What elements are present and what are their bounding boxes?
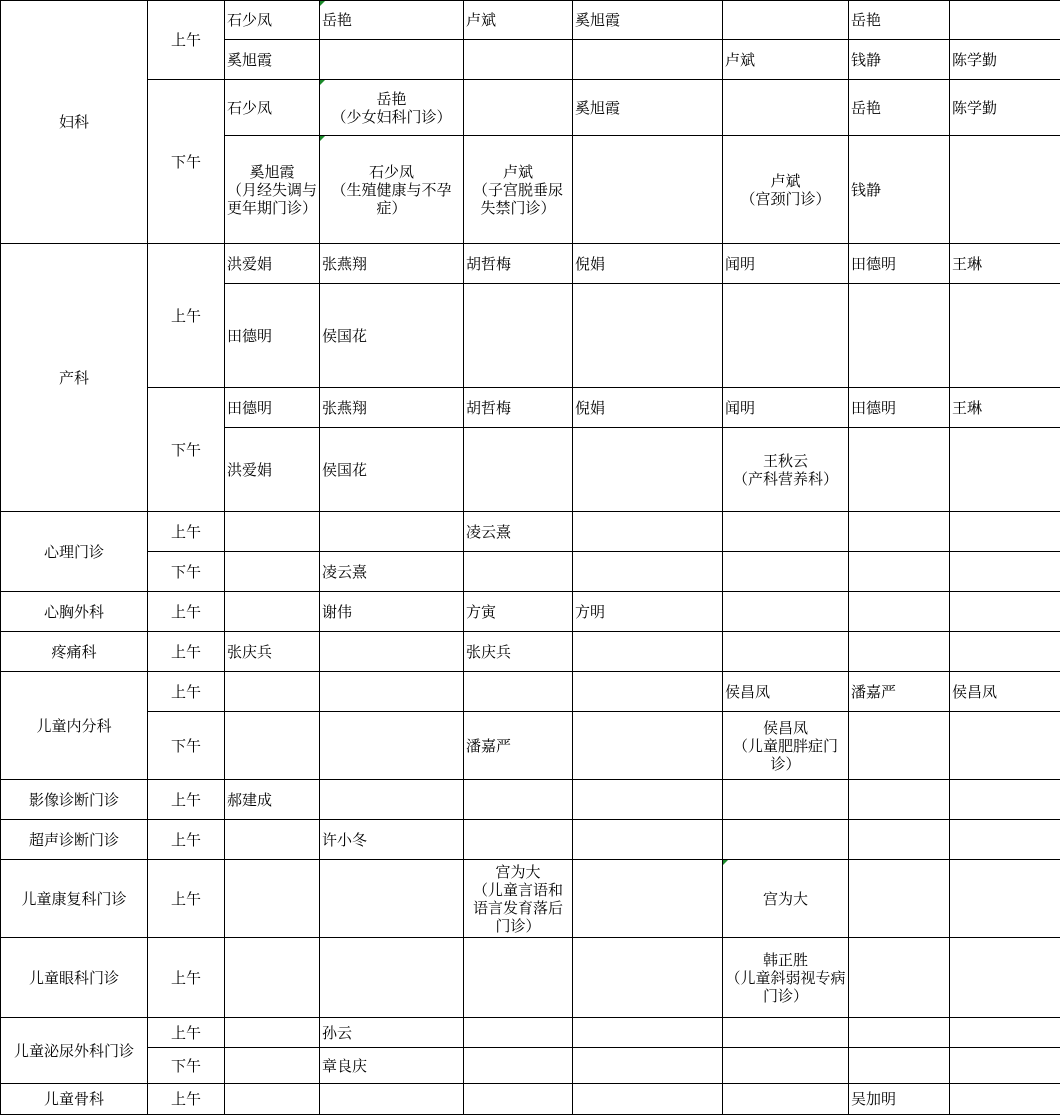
dept-pediatric-rehab: 儿童康复科门诊 <box>1 860 148 938</box>
period-pm: 下午 <box>148 388 225 512</box>
doctor-cell <box>950 1048 1060 1084</box>
clinic-specialty: （儿童言语和语言发育落后门诊） <box>472 880 563 935</box>
period-pm: 下午 <box>148 552 225 592</box>
table-row <box>1 592 1060 632</box>
table-row <box>1 552 1060 592</box>
doctor-cell <box>723 592 849 632</box>
doctor-cell <box>464 938 573 1018</box>
doctor-name: 侯昌凤 <box>762 718 808 737</box>
doctor-name: 奚旭霞 <box>249 162 295 181</box>
doctor-cell <box>723 1018 849 1048</box>
doctor-cell <box>320 512 464 552</box>
doctor-cell <box>464 40 573 80</box>
doctor-cell: 胡哲梅 <box>464 244 573 284</box>
doctor-cell <box>464 80 573 136</box>
doctor-cell <box>849 712 950 780</box>
doctor-cell: 陈学勤 <box>950 80 1060 136</box>
period-am: 上午 <box>148 1084 225 1115</box>
doctor-cell <box>573 632 723 672</box>
doctor-cell <box>573 672 723 712</box>
doctor-cell: 闻明 <box>723 388 849 428</box>
doctor-cell <box>464 780 573 820</box>
dept-psychology: 心理门诊 <box>1 512 148 592</box>
dept-cardiothoracic: 心胸外科 <box>1 592 148 632</box>
doctor-cell: 奚旭霞 <box>573 80 723 136</box>
doctor-cell <box>225 592 320 632</box>
period-am: 上午 <box>148 632 225 672</box>
dept-pediatric-ophthalmology: 儿童眼科门诊 <box>1 938 148 1018</box>
doctor-cell: 田德明 <box>225 388 320 428</box>
doctor-cell <box>225 938 320 1018</box>
doctor-cell: 许小冬 <box>320 820 464 860</box>
doctor-cell <box>573 136 723 244</box>
table-row <box>1 780 1060 820</box>
doctor-cell: 张庆兵 <box>464 632 573 672</box>
period-am: 上午 <box>148 1 225 80</box>
doctor-cell: 侯昌凤 <box>950 672 1060 712</box>
doctor-cell <box>573 860 723 938</box>
dept-ultrasound: 超声诊断门诊 <box>1 820 148 860</box>
doctor-cell <box>950 1084 1060 1115</box>
clinic-specialty: （生殖健康与不孕症） <box>331 180 452 217</box>
doctor-cell <box>950 860 1060 938</box>
doctor-cell: 石少凤 <box>225 80 320 136</box>
doctor-cell <box>464 552 573 592</box>
doctor-cell-specialty <box>225 136 320 244</box>
clinic-specialty: （产科营养科） <box>732 469 838 488</box>
doctor-cell <box>950 284 1060 388</box>
doctor-cell <box>573 552 723 592</box>
doctor-cell: 石少凤 <box>225 1 320 40</box>
doctor-cell-specialty <box>723 428 849 512</box>
table-row <box>1 672 1060 712</box>
doctor-cell-specialty <box>320 80 464 136</box>
doctor-cell <box>950 428 1060 512</box>
doctor-cell <box>573 428 723 512</box>
doctor-cell: 张燕翔 <box>320 388 464 428</box>
doctor-name: 王秋云 <box>762 451 808 470</box>
clinic-specialty: （子宫脱垂尿失禁门诊） <box>472 180 563 217</box>
doctor-cell: 倪娟 <box>573 388 723 428</box>
table-row <box>1 712 1060 780</box>
doctor-cell: 宫为大 <box>723 860 849 938</box>
doctor-cell: 吴加明 <box>849 1084 950 1115</box>
doctor-cell: 钱静 <box>849 40 950 80</box>
period-am: 上午 <box>148 1018 225 1048</box>
doctor-cell-specialty <box>723 712 849 780</box>
doctor-cell <box>573 284 723 388</box>
table-row <box>1 80 1060 136</box>
period-am: 上午 <box>148 820 225 860</box>
dept-gynecology: 妇科 <box>1 1 148 244</box>
doctor-cell <box>573 938 723 1018</box>
doctor-cell <box>723 780 849 820</box>
doctor-cell <box>950 552 1060 592</box>
doctor-cell <box>950 780 1060 820</box>
doctor-cell <box>573 1048 723 1084</box>
doctor-cell: 张燕翔 <box>320 244 464 284</box>
doctor-cell <box>573 1018 723 1048</box>
doctor-cell <box>464 1048 573 1084</box>
doctor-cell: 洪爱娟 <box>225 428 320 512</box>
doctor-cell <box>950 820 1060 860</box>
doctor-cell <box>573 712 723 780</box>
doctor-cell: 侯国花 <box>320 428 464 512</box>
doctor-cell: 岳艳 <box>849 1 950 40</box>
doctor-cell <box>723 820 849 860</box>
table-row <box>1 860 1060 938</box>
doctor-cell <box>723 632 849 672</box>
clinic-specialty: （儿童肥胖症门诊） <box>732 736 838 773</box>
clinic-specialty: （少女妇科门诊） <box>331 107 452 126</box>
doctor-cell: 王琳 <box>950 244 1060 284</box>
doctor-cell <box>849 938 950 1018</box>
clinic-specialty: （宫颈门诊） <box>740 189 831 208</box>
table-row <box>1 632 1060 672</box>
doctor-cell: 凌云熹 <box>320 552 464 592</box>
doctor-cell: 田德明 <box>849 388 950 428</box>
doctor-cell <box>950 712 1060 780</box>
doctor-cell <box>573 40 723 80</box>
dept-obstetrics: 产科 <box>1 244 148 512</box>
period-pm: 下午 <box>148 80 225 244</box>
period-am: 上午 <box>148 672 225 712</box>
period-am: 上午 <box>148 592 225 632</box>
clinic-specialty: （月经失调与更年期门诊） <box>227 180 318 217</box>
doctor-cell <box>950 632 1060 672</box>
period-am: 上午 <box>148 244 225 388</box>
table-row <box>1 388 1060 428</box>
doctor-cell <box>320 632 464 672</box>
doctor-cell <box>573 780 723 820</box>
doctor-cell: 闻明 <box>723 244 849 284</box>
doctor-cell <box>225 512 320 552</box>
doctor-cell <box>849 428 950 512</box>
doctor-cell <box>849 780 950 820</box>
doctor-cell <box>320 1084 464 1115</box>
table-row <box>1 244 1060 284</box>
dept-pain: 疼痛科 <box>1 632 148 672</box>
doctor-cell <box>950 1 1060 40</box>
doctor-cell: 郝建成 <box>225 780 320 820</box>
doctor-cell: 章良庆 <box>320 1048 464 1084</box>
doctor-cell <box>849 592 950 632</box>
doctor-cell-specialty <box>464 136 573 244</box>
table-row <box>1 512 1060 552</box>
doctor-cell <box>225 1048 320 1084</box>
period-am: 上午 <box>148 938 225 1018</box>
table-row <box>1 820 1060 860</box>
doctor-cell <box>849 284 950 388</box>
doctor-cell: 潘嘉严 <box>464 712 573 780</box>
doctor-cell: 凌云熹 <box>464 512 573 552</box>
doctor-cell: 田德明 <box>849 244 950 284</box>
doctor-cell: 胡哲梅 <box>464 388 573 428</box>
period-pm: 下午 <box>148 1048 225 1084</box>
dept-pediatric-endocrinology: 儿童内分科 <box>1 672 148 780</box>
doctor-cell: 孙云 <box>320 1018 464 1048</box>
doctor-cell <box>723 1048 849 1084</box>
doctor-name: 岳艳 <box>376 89 407 108</box>
period-am: 上午 <box>148 780 225 820</box>
doctor-cell <box>320 712 464 780</box>
doctor-cell <box>573 820 723 860</box>
doctor-cell <box>320 780 464 820</box>
doctor-cell: 方明 <box>573 592 723 632</box>
doctor-cell <box>849 552 950 592</box>
doctor-cell <box>849 860 950 938</box>
doctor-cell <box>950 592 1060 632</box>
doctor-cell <box>723 512 849 552</box>
doctor-cell <box>225 1084 320 1115</box>
doctor-name: 宫为大 <box>495 862 541 881</box>
doctor-cell: 田德明 <box>225 284 320 388</box>
doctor-cell <box>723 552 849 592</box>
doctor-cell: 奚旭霞 <box>225 40 320 80</box>
doctor-cell: 侯国花 <box>320 284 464 388</box>
doctor-cell <box>225 860 320 938</box>
doctor-cell <box>225 1018 320 1048</box>
doctor-cell: 陈学勤 <box>950 40 1060 80</box>
dept-pediatric-urology: 儿童泌尿外科门诊 <box>1 1018 148 1084</box>
clinic-specialty: （儿童斜弱视专病门诊） <box>725 968 846 1005</box>
doctor-cell <box>464 428 573 512</box>
doctor-name: 石少凤 <box>368 162 414 181</box>
doctor-cell <box>320 938 464 1018</box>
doctor-cell: 侯昌凤 <box>723 672 849 712</box>
doctor-cell <box>464 1084 573 1115</box>
doctor-cell <box>464 284 573 388</box>
doctor-name: 卢斌 <box>770 171 801 190</box>
doctor-cell <box>320 40 464 80</box>
doctor-cell: 张庆兵 <box>225 632 320 672</box>
doctor-cell-specialty <box>723 938 849 1018</box>
doctor-cell <box>464 672 573 712</box>
period-am: 上午 <box>148 860 225 938</box>
doctor-cell <box>225 552 320 592</box>
doctor-cell <box>950 512 1060 552</box>
table-row <box>1 938 1060 1018</box>
doctor-cell-specialty <box>723 136 849 244</box>
doctor-cell <box>225 672 320 712</box>
doctor-cell <box>573 512 723 552</box>
table-row <box>1 1084 1060 1115</box>
table-row <box>1 1 1060 40</box>
doctor-cell <box>464 1018 573 1048</box>
dept-imaging: 影像诊断门诊 <box>1 780 148 820</box>
doctor-name: 卢斌 <box>502 162 533 181</box>
doctor-cell <box>723 1 849 40</box>
doctor-cell <box>950 136 1060 244</box>
doctor-cell: 洪爱娟 <box>225 244 320 284</box>
doctor-cell <box>950 938 1060 1018</box>
doctor-cell <box>849 1048 950 1084</box>
doctor-cell <box>225 820 320 860</box>
doctor-cell <box>573 1084 723 1115</box>
doctor-cell: 岳艳 <box>849 80 950 136</box>
doctor-cell: 岳艳 <box>320 1 464 40</box>
doctor-cell <box>723 80 849 136</box>
doctor-cell <box>464 820 573 860</box>
doctor-cell <box>723 1084 849 1115</box>
table-row <box>1 1048 1060 1084</box>
doctor-cell: 卢斌 <box>464 1 573 40</box>
dept-pediatric-orthopedics: 儿童骨科 <box>1 1084 148 1115</box>
doctor-cell <box>849 820 950 860</box>
period-pm: 下午 <box>148 712 225 780</box>
doctor-cell <box>849 632 950 672</box>
doctor-cell <box>225 712 320 780</box>
doctor-cell <box>320 672 464 712</box>
period-am: 上午 <box>148 512 225 552</box>
doctor-cell-specialty <box>464 860 573 938</box>
doctor-cell: 卢斌 <box>723 40 849 80</box>
doctor-cell <box>723 284 849 388</box>
doctor-cell <box>320 860 464 938</box>
doctor-name: 韩正胜 <box>762 950 808 969</box>
doctor-cell: 王琳 <box>950 388 1060 428</box>
doctor-cell: 方寅 <box>464 592 573 632</box>
table-row <box>1 1018 1060 1048</box>
doctor-cell <box>849 512 950 552</box>
doctor-cell-specialty <box>320 136 464 244</box>
doctor-cell: 奚旭霞 <box>573 1 723 40</box>
doctor-cell <box>849 1018 950 1048</box>
doctor-cell: 钱静 <box>849 136 950 244</box>
doctor-cell <box>950 1018 1060 1048</box>
doctor-cell: 谢伟 <box>320 592 464 632</box>
doctor-cell: 倪娟 <box>573 244 723 284</box>
doctor-cell: 潘嘉严 <box>849 672 950 712</box>
